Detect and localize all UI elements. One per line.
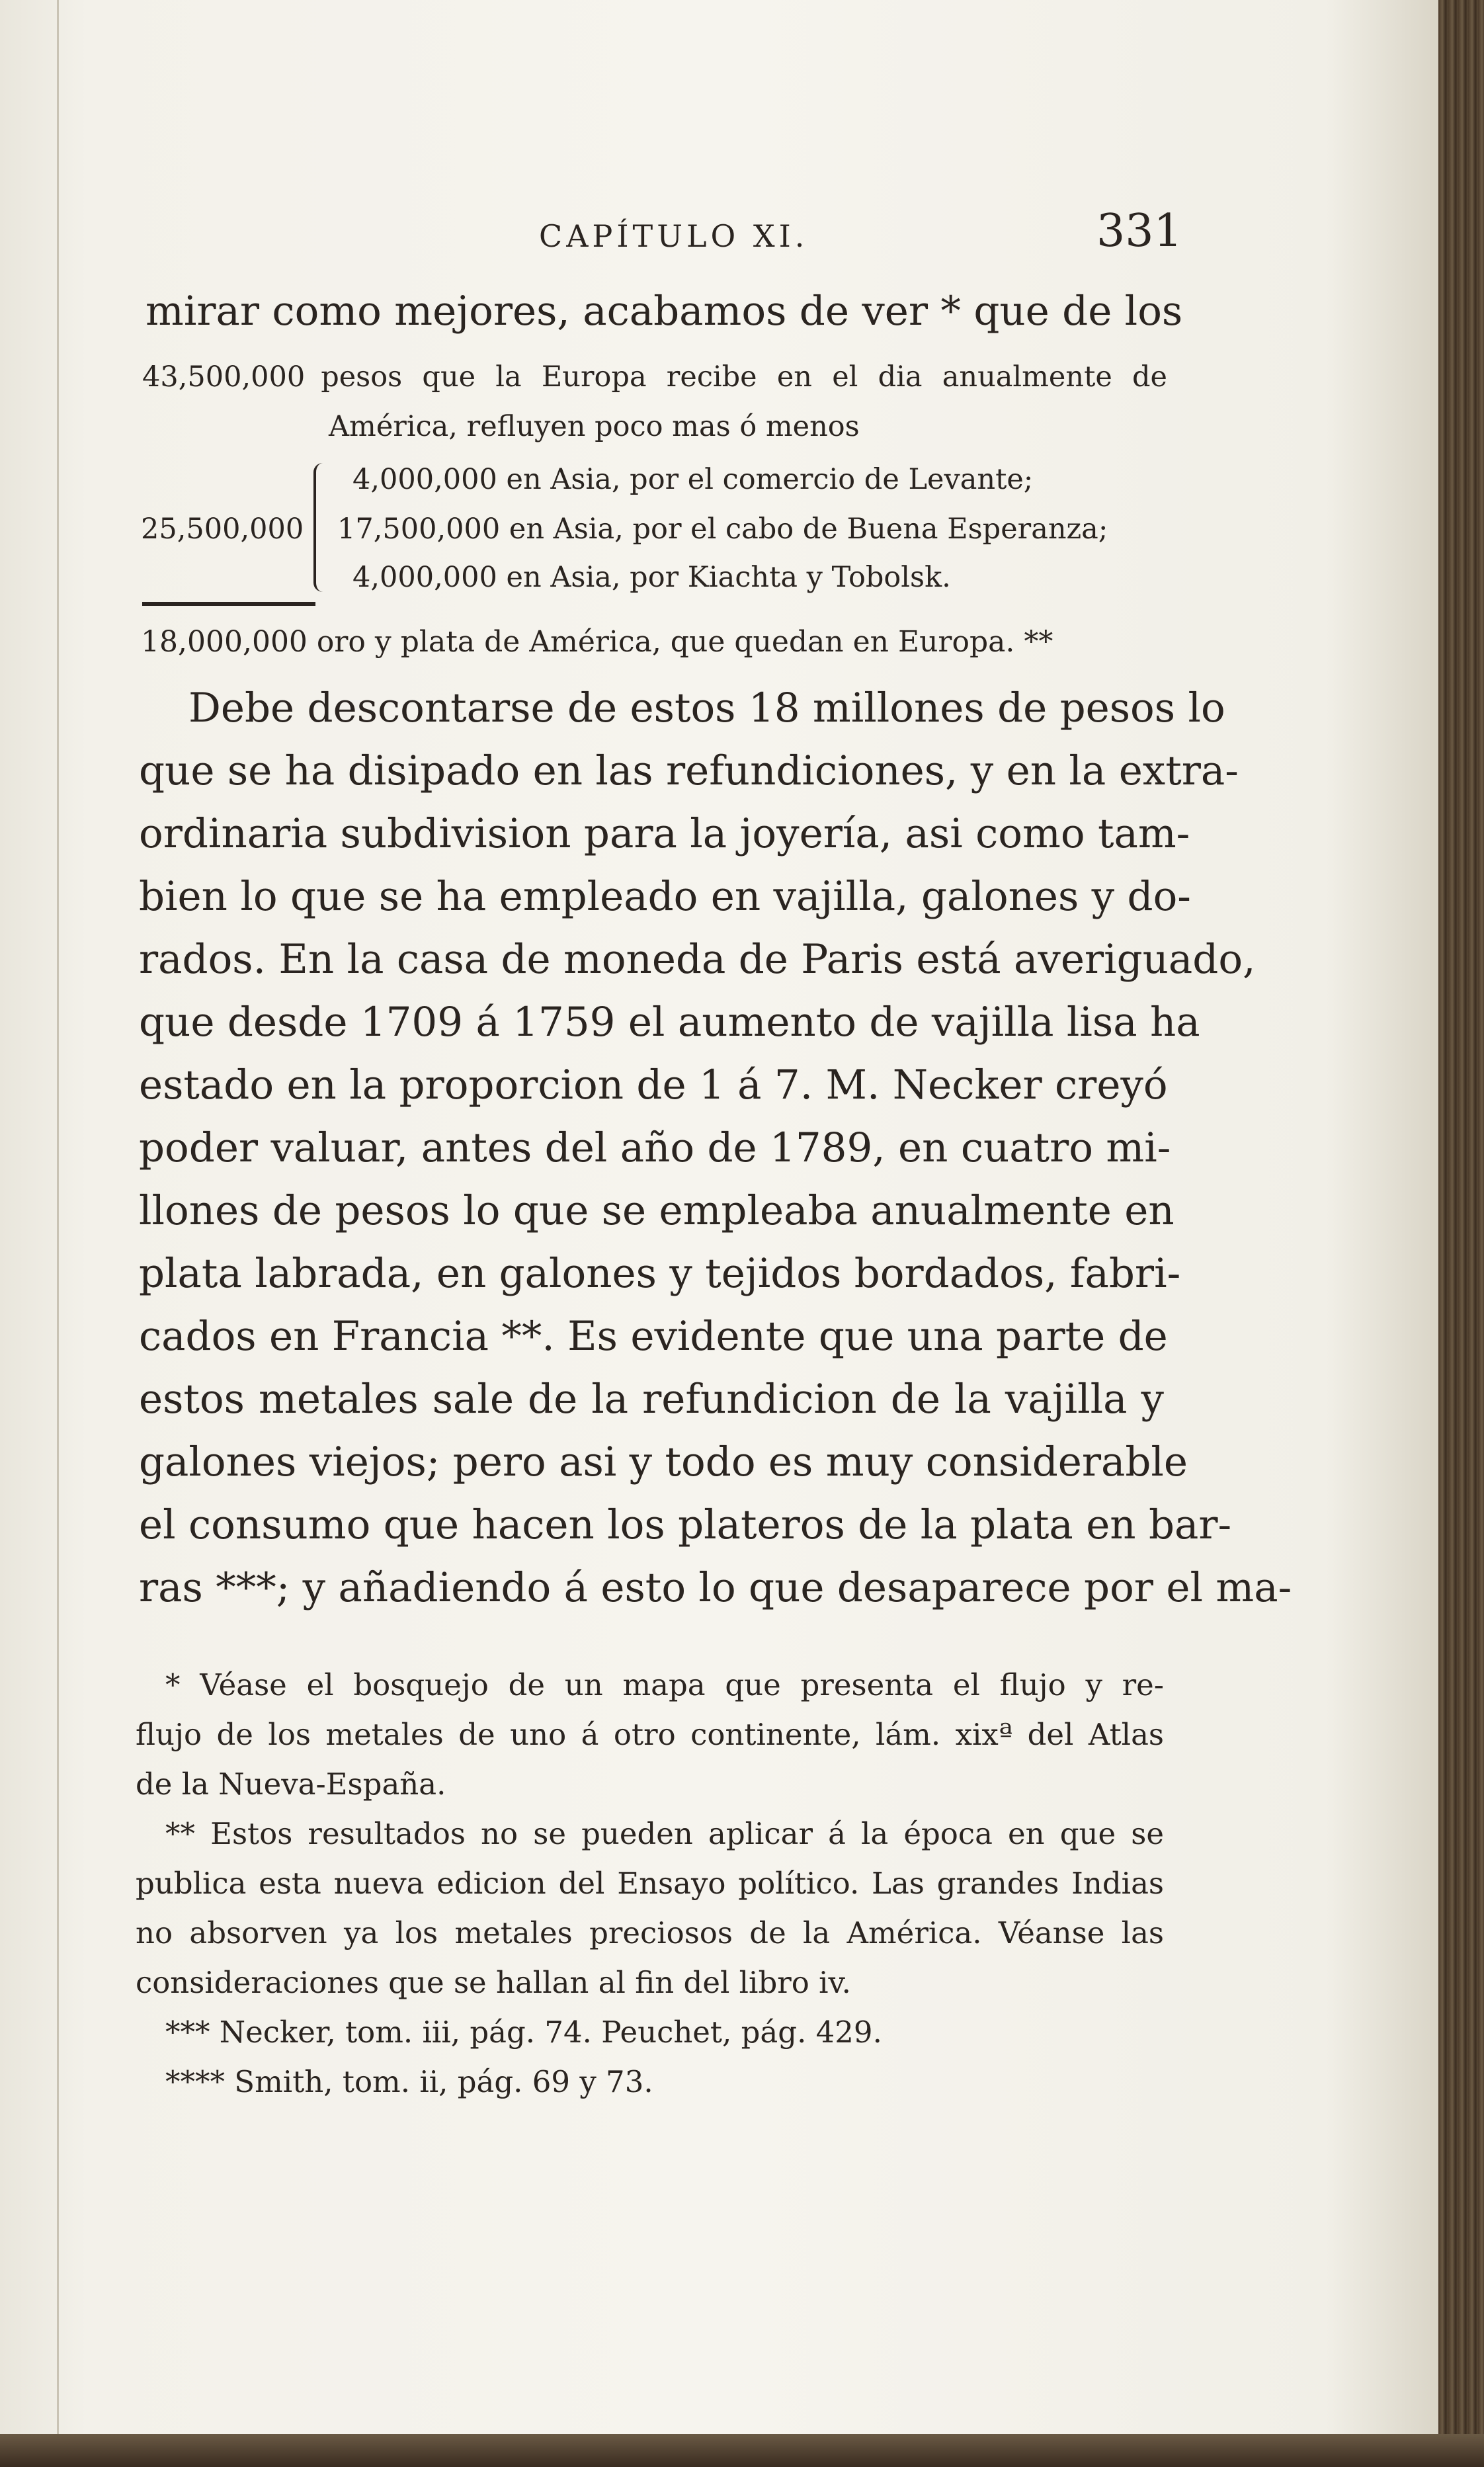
footnote-line: **** Smith, tom. ii, pág. 69 y 73. xyxy=(165,2064,653,2099)
paragraph-line: estos metales sale de la refundicion de la vajilla y xyxy=(139,1376,1164,1423)
page-edges xyxy=(1438,0,1484,2467)
table-remainder: 18,000,000 oro y plata de América, que quedan en Europa. ** xyxy=(141,625,1053,659)
footnote-line: flujo de los metales de uno á otro continente, lám. xixª del Atlas xyxy=(136,1717,1164,1752)
paragraph-line: que desde 1709 á 1759 el aumento de vajilla lisa ha xyxy=(139,999,1200,1046)
paragraph-line: poder valuar, antes del año de 1789, en cuatro mi- xyxy=(139,1124,1171,1171)
table-rule xyxy=(142,602,315,606)
footnote-line: de la Nueva-España. xyxy=(136,1767,446,1802)
running-head: CAPÍTULO XI. xyxy=(539,218,809,254)
gutter-fold xyxy=(57,0,59,2441)
paragraph-line: el consumo que hacen los plateros de la plata en bar- xyxy=(139,1501,1232,1548)
footnote-line: no absorven ya los metales preciosos de la América. Véanse las xyxy=(136,1915,1164,1950)
paragraph-line: que se ha disipado en las refundiciones, y en la extra- xyxy=(139,747,1239,794)
paragraph-line: Debe descontarse de estos 18 millones de pesos lo xyxy=(188,685,1225,732)
table-total-row xyxy=(142,360,1167,394)
table-sum: 25,500,000 xyxy=(141,513,304,546)
paragraph-line: cados en Francia **. Es evidente que una parte de xyxy=(139,1313,1168,1360)
table-row: 4,000,000 en Asia, por Kiachta y Tobolsk. xyxy=(352,561,951,594)
paragraph-line: galones viejos; pero asi y todo es muy considerable xyxy=(139,1439,1188,1485)
table-row: 4,000,000 en Asia, por el comercio de Levante; xyxy=(352,463,1034,496)
table-total-amount: 43,500,000 xyxy=(142,360,306,394)
text-line: mirar como mejores, acabamos de ver * que de los xyxy=(145,288,1183,335)
footnote-line: consideraciones que se hallan al fin del libro iv. xyxy=(136,1965,851,2000)
footnote-line: *** Necker, tom. iii, pág. 74. Peuchet, pág. 429. xyxy=(165,2015,882,2050)
paragraph-line: llones de pesos lo que se empleaba anualmente en xyxy=(139,1187,1175,1234)
paragraph-line: ordinaria subdivision para la joyería, asi como tam- xyxy=(139,810,1190,857)
footnote-line: publica esta nueva edicion del Ensayo político. Las grandes Indias xyxy=(136,1866,1164,1901)
table-brace xyxy=(313,463,327,592)
paragraph-line: bien lo que se ha empleado en vajilla, galones y do- xyxy=(139,873,1191,920)
paragraph-line: estado en la proporcion de 1 á 7. M. Necker creyó xyxy=(139,1062,1168,1108)
table-row: 17,500,000 en Asia, por el cabo de Buena Esperanza; xyxy=(337,513,1108,546)
page-number: 331 xyxy=(1096,205,1182,257)
footnote-line: * Véase el bosquejo de un mapa que presenta el flujo y re- xyxy=(165,1667,1164,1702)
table-continuation: América, refluyen poco mas ó menos xyxy=(329,410,860,443)
paragraph-line: ras ***; y añadiendo á esto lo que desaparece por el ma- xyxy=(139,1564,1292,1611)
table-total-text: pesos que la Europa recibe en el dia anualmente de xyxy=(321,360,1167,394)
bottom-edge xyxy=(0,2434,1484,2467)
paragraph-line: plata labrada, en galones y tejidos bordados, fabri- xyxy=(139,1250,1181,1297)
paragraph-line: rados. En la casa de moneda de Paris está averiguado, xyxy=(139,936,1256,983)
footnote-line: ** Estos resultados no se pueden aplicar á la época en que se xyxy=(165,1816,1164,1851)
